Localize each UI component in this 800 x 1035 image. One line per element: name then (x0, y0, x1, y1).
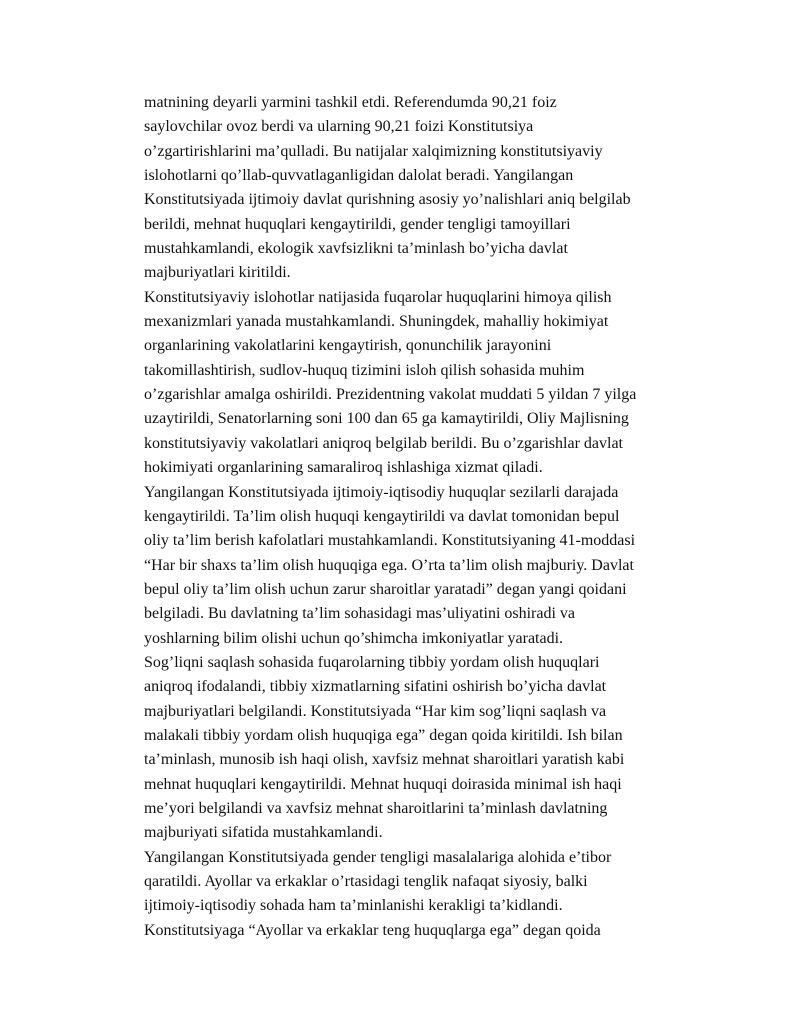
text-line: aniqroq ifodalandi, tibbiy xizmatlarning sifatini oshirish bo’yicha davlat (144, 678, 607, 696)
text-line: islohotlarni qo’llab-quvvatlaganligidan dalolat beradi. Yangilangan (144, 167, 574, 185)
text-line: Konstitutsiyaviy islohotlar natijasida fuqarolar huquqlarini himoya qilish (144, 288, 612, 306)
paragraph-3 (144, 481, 704, 651)
paragraph-2 (144, 286, 704, 481)
text-line: konstitutsiyaviy vakolatlari aniqroq belgilab berildi. Bu o’zgarishlar davlat (144, 434, 623, 452)
text-line: Yangilangan Konstitutsiyada ijtimoiy-iqtisodiy huquqlar sezilarli darajada (144, 483, 619, 501)
text-line: Yangilangan Konstitutsiyada gender tengligi masalalariga alohida e’tibor (144, 848, 612, 866)
paragraph-4 (144, 651, 704, 846)
text-line: mehnat huquqlari kengaytirildi. Mehnat huquqi doirasida minimal ish haqi (144, 775, 622, 793)
text-line: matnining deyarli yarmini tashkil etdi. Referendumda 90,21 foiz (144, 94, 557, 111)
text-line: kengaytirildi. Ta’lim olish huquqi kengaytirildi va davlat tomonidan bepul (144, 507, 620, 525)
text-line: belgiladi. Bu davlatning ta’lim sohasidagi mas’uliyatini oshiradi va (144, 605, 576, 623)
text-line: Konstitutsiyada ijtimoiy davlat qurishning asosiy yo’nalishlari aniq belgilab (144, 191, 631, 209)
text-line: majburiyati sifatida mustahkamlandi. (144, 824, 383, 842)
text-line: uzaytirildi, Senatorlarning soni 100 dan 65 ga kamaytirildi, Oliy Majlisning (144, 410, 629, 428)
text-line: malakali tibbiy yordam olish huquqiga ega” degan qoida kiritildi. Ish bilan (144, 726, 623, 744)
text-line: oliy ta’lim berish kafolatlari mustahkamlandi. Konstitutsiyaning 41-moddasi (144, 532, 636, 550)
text-line: mustahkamlandi, ekologik xavfsizlikni ta’minlash bo’yicha davlat (144, 240, 568, 258)
text-line: “Har bir shaxs ta’lim olish huquqiga ega. O’rta ta’lim olish majburiy. Davlat (144, 556, 634, 574)
text-line: yoshlarning bilim olishi uchun qo’shimcha imkoniyatlar yaratadi. (144, 629, 564, 647)
text-line: Sog’liqni saqlash sohasida fuqarolarning tibbiy yordam olish huquqlari (144, 653, 600, 671)
text-line: saylovchilar ovoz berdi va ularning 90,21 foizi Konstitutsiya (144, 118, 534, 136)
text-line: berildi, mehnat huquqlari kengaytirildi, gender tengligi tamoyillari (144, 215, 571, 233)
text-line: qaratildi. Ayollar va erkaklar o’rtasidagi tenglik nafaqat siyosiy, balki (144, 873, 588, 890)
text-line: ijtimoiy-iqtisodiy sohada ham ta’minlanishi kerakligi ta’kidlandi. (144, 897, 563, 915)
text-line: mexanizmlari yanada mustahkamlandi. Shuningdek, mahalliy hokimiyat (144, 313, 609, 331)
text-line: ta’minlash, munosib ish haqi olish, xavfsiz mehnat sharoitlari yaratish kabi (144, 751, 625, 769)
text-line: me’yori belgilandi va xavfsiz mehnat sharoitlarini ta’minlash davlatning (144, 799, 608, 817)
text-line: o’zgarishlar amalga oshirildi. Prezidentning vakolat muddati 5 yildan 7 yilga (144, 386, 637, 404)
text-line: majburiyatlari belgilandi. Konstitutsiyada “Har kim sog’liqni saqlash va (144, 702, 607, 720)
text-line: o’zgartirishlarini ma’qulladi. Bu natijalar xalqimizning konstitutsiyaviy (144, 142, 603, 160)
text-line: organlarining vakolatlarini kengaytirish, qonunchilik jarayonini (144, 337, 552, 355)
text-line: takomillashtirish, sudlov-huquq tizimini isloh qilish sohasida muhim (144, 361, 585, 379)
document-body (144, 91, 704, 943)
text-line: hokimiyati organlarining samaraliroq ishlashiga xizmat qiladi. (144, 459, 543, 477)
paragraph-1 (144, 91, 704, 286)
text-line: Konstitutsiyaga “Ayollar va erkaklar teng huquqlarga ega” degan qoida (144, 921, 601, 939)
paragraph-5 (144, 846, 704, 943)
text-line: majburiyatlari kiritildi. (144, 264, 291, 282)
text-line: bepul oliy ta’lim olish uchun zarur sharoitlar yaratadi” degan yangi qoidani (144, 580, 627, 598)
